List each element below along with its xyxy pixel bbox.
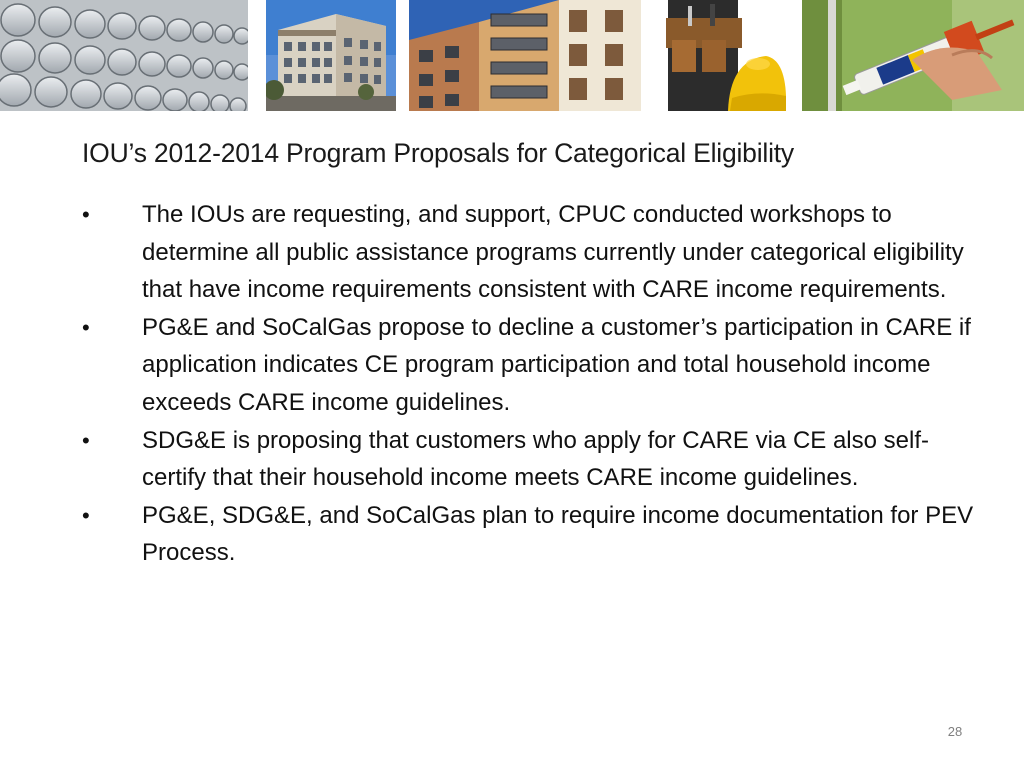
balconies-photo — [409, 0, 641, 111]
tool-belt-hardhat-photo — [658, 0, 786, 111]
meters-photo — [0, 0, 248, 111]
bullet-item — [0, 422, 1024, 497]
bullet-list — [0, 196, 1024, 572]
bullet-icon: • — [82, 314, 90, 340]
caulking-gun-photo — [802, 0, 1024, 111]
page-number: 28 — [947, 724, 963, 739]
bullet-item — [0, 309, 1024, 422]
bullet-text: The IOUs are requesting, and support, CPUC conducted workshops to determine all public assistance programs currently under categorical eligibility that have income requirements consistent with CARE income requirements. — [142, 201, 964, 304]
bullet-text: PG&E and SoCalGas propose to decline a customer’s participation in CARE if application indicates CE program participation and total household income exceeds CARE income guidelines. — [142, 313, 971, 416]
photo-banner — [0, 0, 1024, 112]
apartment-building-photo — [266, 0, 396, 111]
bullet-item — [0, 497, 1024, 572]
bullet-icon: • — [82, 427, 90, 453]
slide-title: IOU’s 2012-2014 Program Proposals for Categorical Eligibility — [82, 138, 794, 168]
bullet-text: PG&E, SDG&E, and SoCalGas plan to require income documentation for PEV Process. — [142, 501, 974, 567]
bullet-icon: • — [82, 502, 90, 528]
bullet-icon: • — [82, 202, 90, 227]
bullet-text: SDG&E is proposing that customers who apply for CARE via CE also self-certify that their household income meets CARE income guidelines. — [142, 426, 929, 492]
bullet-item — [0, 196, 1024, 309]
